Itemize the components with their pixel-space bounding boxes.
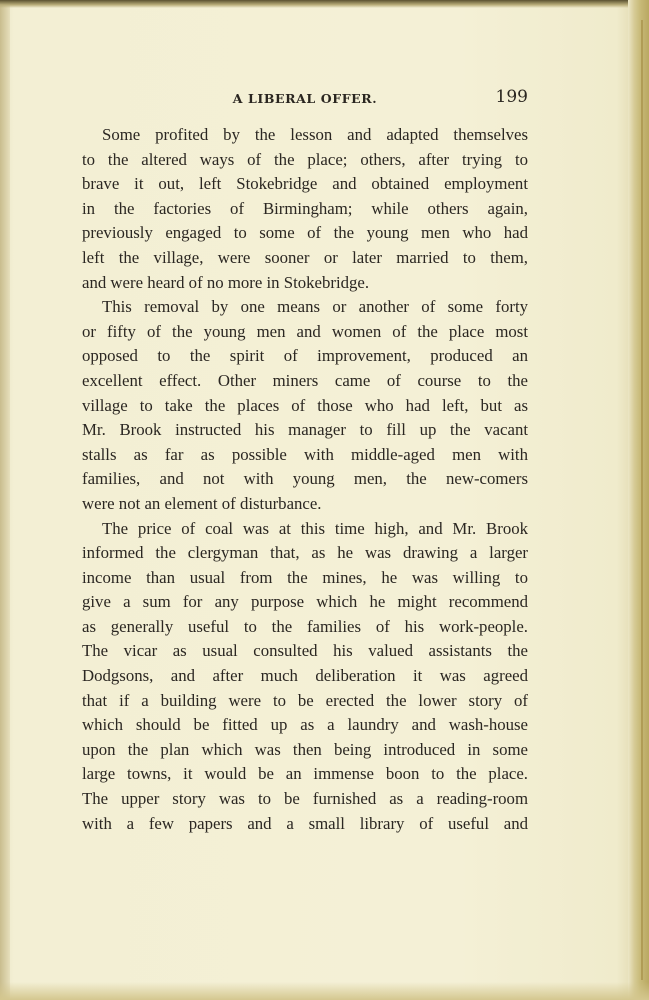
text-line: large towns, it would be an immense boon to the place. — [82, 764, 528, 784]
text-line: and were heard of no more in Stokebridge. — [82, 272, 370, 292]
text-line: income than usual from the mines, he was willing to — [82, 567, 528, 587]
text-line: The vicar as usual consulted his valued assistants the — [82, 641, 528, 661]
text-line: excellent effect. Other miners came of course to the — [82, 370, 528, 390]
text-line: which should be fitted up as a laundry and wash-house — [82, 715, 528, 735]
page-gutter — [0, 0, 10, 1000]
text-line: families, and not with young men, the new-comers — [82, 469, 528, 489]
running-header — [82, 86, 528, 112]
text-line: upon the plan which was then being introduced in some — [82, 739, 528, 759]
bottom-edge-shade — [0, 982, 649, 1000]
text-line: give a sum for any purpose which he might recommend — [82, 592, 528, 612]
text-line: left the village, were sooner or later married to them, — [82, 247, 528, 267]
text-line: stalls as far as possible with middle-aged men with — [82, 444, 528, 464]
text-line: informed the clergyman that, as he was drawing a larger — [82, 543, 528, 563]
text-line: as generally useful to the families of his work-people. — [82, 616, 528, 636]
text-line: Mr. Brook instructed his manager to fill up the vacant — [82, 420, 528, 440]
text-line: with a few papers and a small library of useful and — [82, 813, 528, 833]
page-number: 199 — [495, 87, 528, 107]
text-line: Dodgsons, and after much deliberation it was agreed — [82, 666, 528, 686]
text-line: Some profited by the lesson and adapted themselves — [102, 125, 528, 144]
text-line: or fifty of the young men and women of the place most — [82, 321, 528, 341]
page-edge-line — [641, 20, 643, 980]
text-line: brave it out, left Stokebridge and obtained employment — [82, 174, 528, 194]
text-line: in the factories of Birmingham; while others again, — [82, 198, 528, 218]
text-line: opposed to the spirit of improvement, produced an — [82, 346, 528, 366]
text-line: This removal by one means or another of some forty — [102, 297, 528, 317]
page-right-edge — [628, 0, 649, 1000]
text-line: that if a building were to be erected the lower story of — [82, 690, 528, 710]
text-line: The upper story was to be furnished as a reading-room — [82, 789, 528, 809]
top-edge-shadow — [0, 0, 649, 8]
running-title: A LIBERAL OFFER. — [232, 91, 378, 106]
text-line: The price of coal was at this time high, and Mr. Brook — [102, 518, 528, 538]
text-line: previously engaged to some of the young men who had — [82, 223, 528, 243]
text-line: village to take the places of those who had left, but as — [82, 395, 528, 415]
body-text — [82, 123, 528, 836]
text-line: were not an element of disturbance. — [82, 493, 322, 513]
text-line: to the altered ways of the place; others, after trying to — [82, 149, 528, 169]
